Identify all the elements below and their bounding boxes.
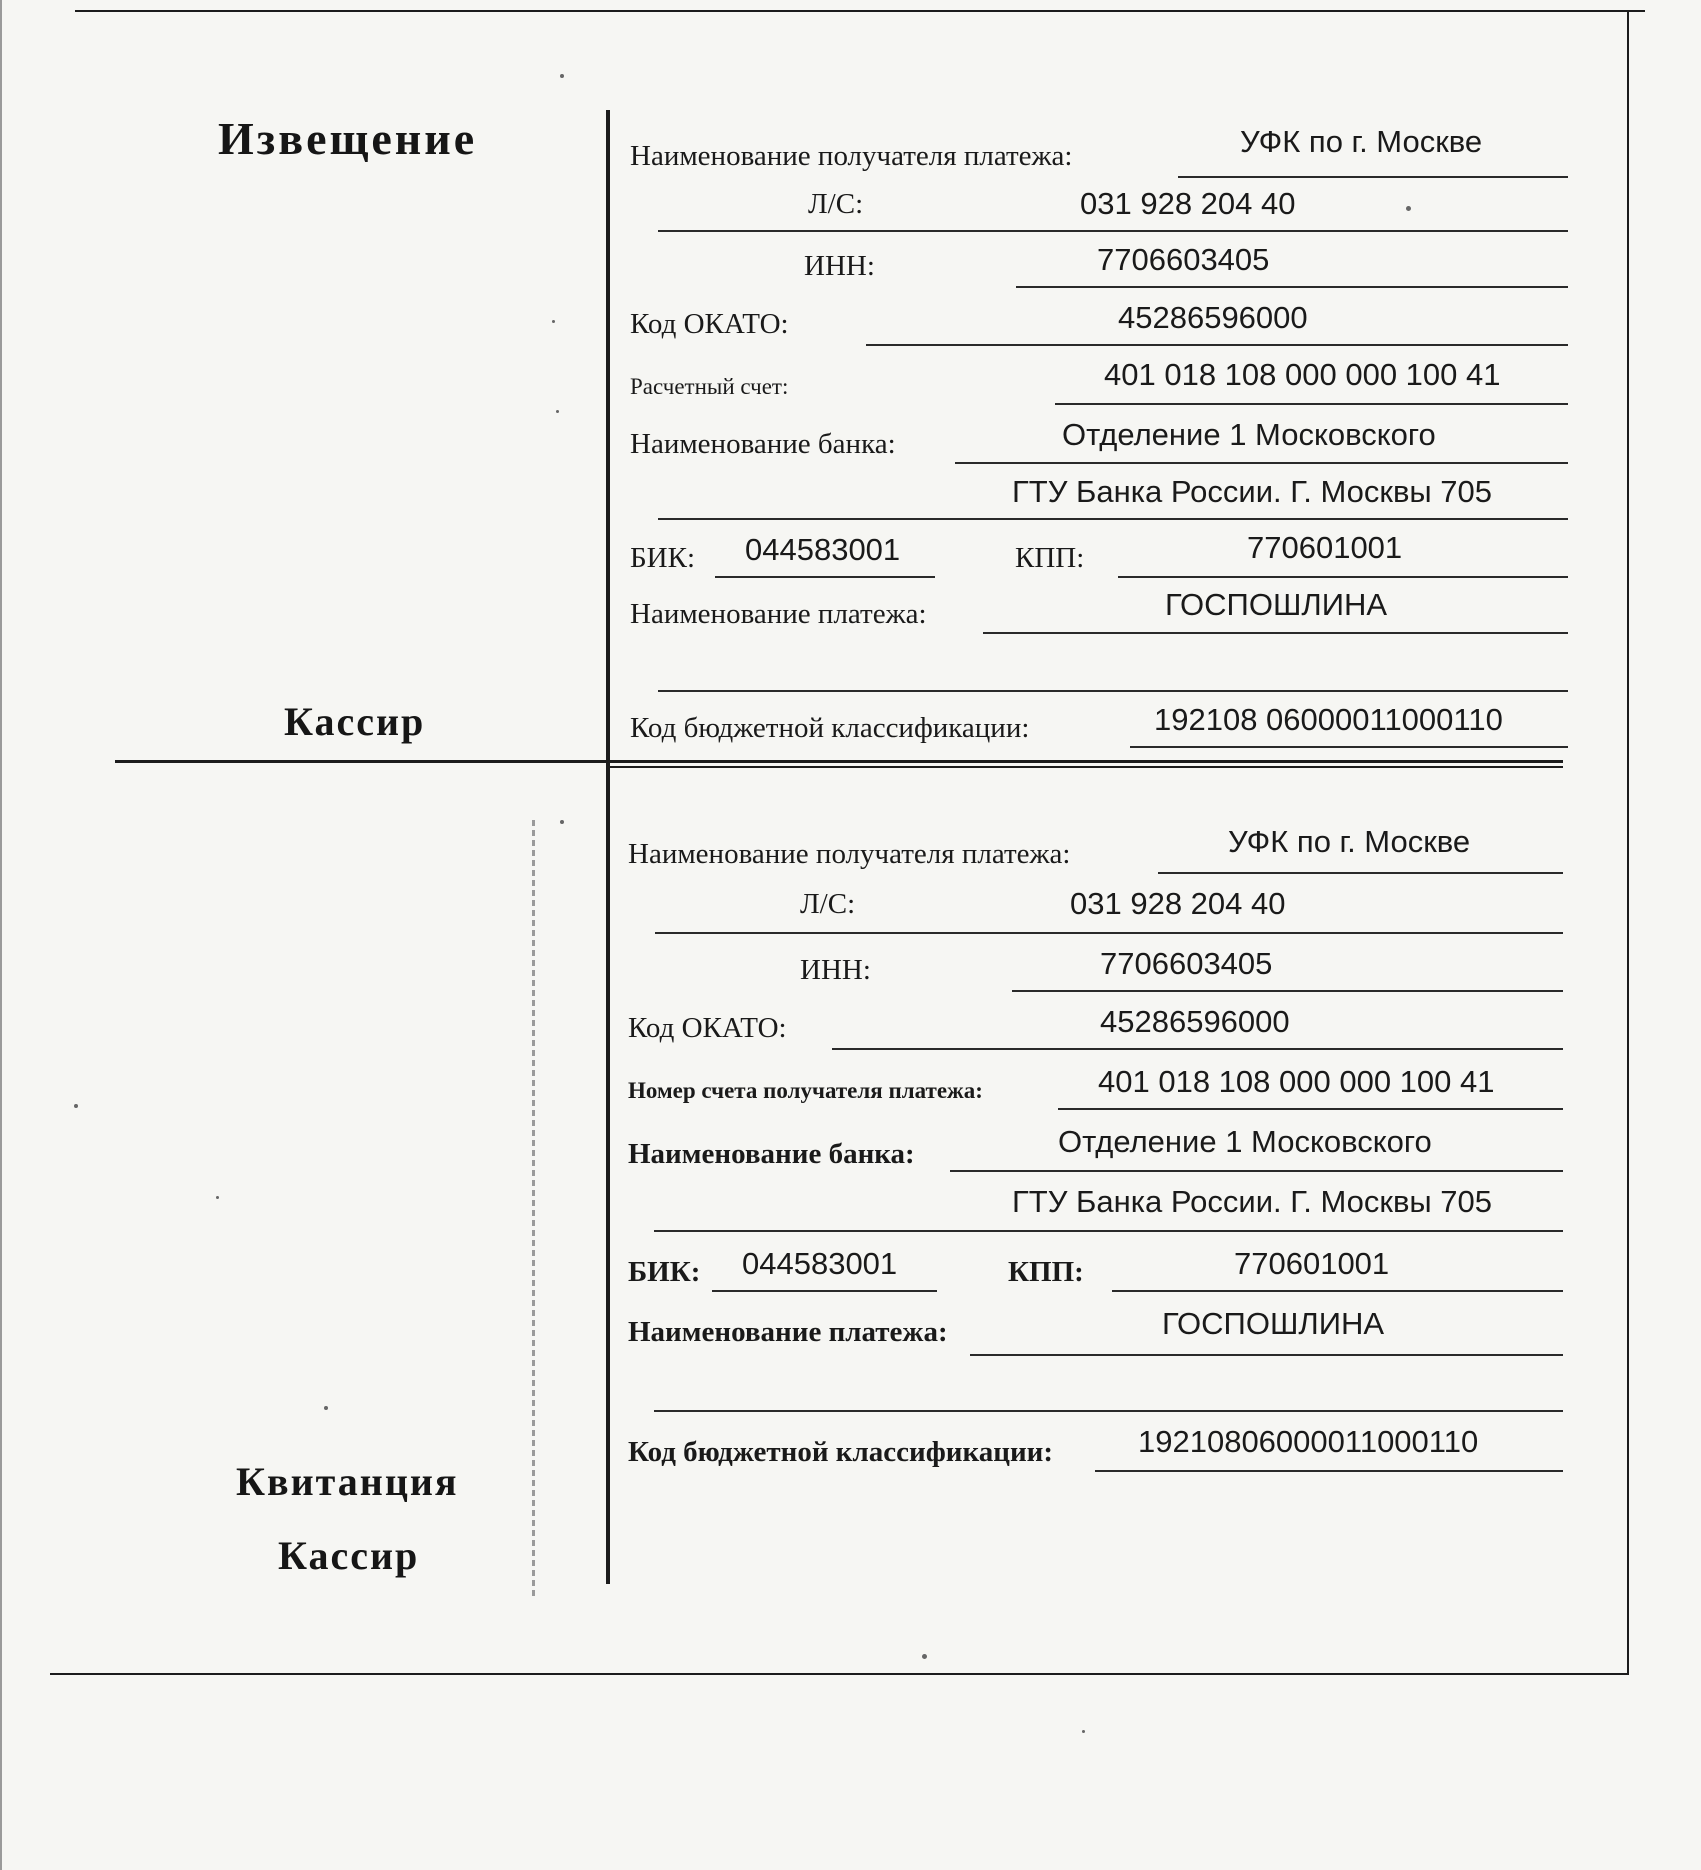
receipt-recipient-label: Наименование получателя платежа: <box>628 838 1071 870</box>
notice-cashier: Кассир <box>284 699 426 744</box>
notice-bank-underline-2 <box>658 518 1568 520</box>
frame-right-line <box>1627 10 1629 1675</box>
receipt-payment-underline-1 <box>970 1354 1563 1356</box>
scan-speck <box>560 74 564 78</box>
frame-left-edge <box>0 0 2 1870</box>
receipt-kbk-underline <box>1095 1470 1563 1472</box>
notice-payment-underline-1 <box>983 632 1568 634</box>
receipt-kbk-label: Код бюджетной классификации: <box>628 1436 1054 1468</box>
notice-account-label: Расчетный счет: <box>630 374 789 399</box>
receipt-payment-label: Наименование платежа: <box>628 1316 948 1348</box>
receipt-cashier: Кассир <box>278 1533 420 1578</box>
notice-okato-label: Код ОКАТО: <box>630 308 789 340</box>
notice-okato-value: 45286596000 <box>1118 300 1308 335</box>
notice-inn-label: ИНН: <box>804 250 875 282</box>
receipt-okato-underline <box>832 1048 1563 1050</box>
notice-bank-value-1: Отделение 1 Московского <box>1062 417 1436 452</box>
receipt-recipient-value: УФК по г. Москве <box>1228 824 1471 859</box>
scan-speck <box>324 1406 328 1410</box>
notice-bank-underline-1 <box>955 462 1568 464</box>
receipt-bik-value: 044583001 <box>742 1246 898 1281</box>
frame-top-line <box>75 10 1645 12</box>
receipt-inn-label: ИНН: <box>800 954 871 986</box>
notice-kbk-value: 192108 06000011000110 <box>1154 702 1503 737</box>
notice-recipient-label: Наименование получателя платежа: <box>630 140 1073 172</box>
notice-account-value: 401 018 108 000 000 100 41 <box>1104 357 1501 392</box>
receipt-bank-underline-1 <box>950 1170 1563 1172</box>
receipt-title: Квитанция <box>236 1459 459 1504</box>
notice-inn-value: 7706603405 <box>1097 242 1270 277</box>
receipt-ls-label: Л/С: <box>800 888 856 920</box>
receipt-kbk-value: 19210806000011000110 <box>1138 1424 1479 1459</box>
receipt-inn-underline <box>1012 990 1563 992</box>
notice-okato-underline <box>866 344 1568 346</box>
section-divider-horizontal-2 <box>606 766 1563 768</box>
receipt-bank-value-1: Отделение 1 Московского <box>1058 1124 1432 1159</box>
receipt-account-label: Номер счета получателя платежа: <box>628 1078 983 1103</box>
receipt-inn-value: 7706603405 <box>1100 946 1273 981</box>
receipt-kpp-label: КПП: <box>1008 1256 1084 1288</box>
receipt-account-value: 401 018 108 000 000 100 41 <box>1098 1064 1495 1099</box>
receipt-bank-underline-2 <box>654 1230 1563 1232</box>
scan-speck <box>74 1104 78 1108</box>
scan-speck <box>216 1196 219 1199</box>
receipt-ls-value: 031 928 204 40 <box>1070 886 1286 921</box>
frame-bottom-line <box>50 1673 1629 1675</box>
receipt-kpp-value: 770601001 <box>1234 1246 1390 1281</box>
notice-ls-label: Л/С: <box>808 188 864 220</box>
notice-ls-value: 031 928 204 40 <box>1080 186 1296 221</box>
notice-kbk-underline <box>1130 746 1568 748</box>
notice-bank-value-2: ГТУ Банка России. Г. Москвы 705 <box>1012 474 1493 509</box>
notice-recipient-underline <box>1178 176 1568 178</box>
notice-payment-value: ГОСПОШЛИНА <box>1165 587 1388 622</box>
receipt-bik-label: БИК: <box>628 1256 701 1288</box>
receipt-bank-label: Наименование банка: <box>628 1138 915 1170</box>
notice-payment-label: Наименование платежа: <box>630 598 927 630</box>
notice-inn-underline <box>1016 286 1568 288</box>
receipt-okato-label: Код ОКАТО: <box>628 1012 787 1044</box>
receipt-account-underline <box>1058 1108 1563 1110</box>
scan-speck <box>1406 206 1411 211</box>
receipt-okato-value: 45286596000 <box>1100 1004 1290 1039</box>
receipt-ls-underline <box>655 932 1563 934</box>
scan-speck <box>560 820 564 824</box>
receipt-kpp-underline <box>1112 1290 1563 1292</box>
notice-bik-value: 044583001 <box>745 532 901 567</box>
section-divider-vertical <box>606 110 610 1584</box>
notice-title: Извещение <box>218 113 478 164</box>
receipt-payment-value: ГОСПОШЛИНА <box>1162 1306 1385 1341</box>
scan-speck <box>922 1654 927 1659</box>
section-divider-horizontal <box>115 760 1563 763</box>
notice-account-underline <box>1055 403 1568 405</box>
notice-recipient-value: УФК по г. Москве <box>1240 124 1483 159</box>
notice-kpp-label: КПП: <box>1015 542 1085 574</box>
notice-payment-underline-2 <box>658 690 1568 692</box>
notice-kbk-label: Код бюджетной классификации: <box>630 712 1030 744</box>
scan-speck <box>556 410 559 413</box>
notice-kpp-underline <box>1118 576 1568 578</box>
scan-speck <box>552 320 555 323</box>
notice-kpp-value: 770601001 <box>1247 530 1403 565</box>
notice-bik-label: БИК: <box>630 542 695 574</box>
notice-bank-label: Наименование банка: <box>630 428 896 460</box>
receipt-recipient-underline <box>1158 872 1563 874</box>
scan-speck <box>1082 1730 1085 1733</box>
receipt-bank-value-2: ГТУ Банка России. Г. Москвы 705 <box>1012 1184 1493 1219</box>
receipt-bik-underline <box>712 1290 937 1292</box>
fold-line <box>532 820 535 1600</box>
notice-bik-underline <box>715 576 935 578</box>
notice-ls-underline <box>658 230 1568 232</box>
receipt-payment-underline-2 <box>654 1410 1563 1412</box>
